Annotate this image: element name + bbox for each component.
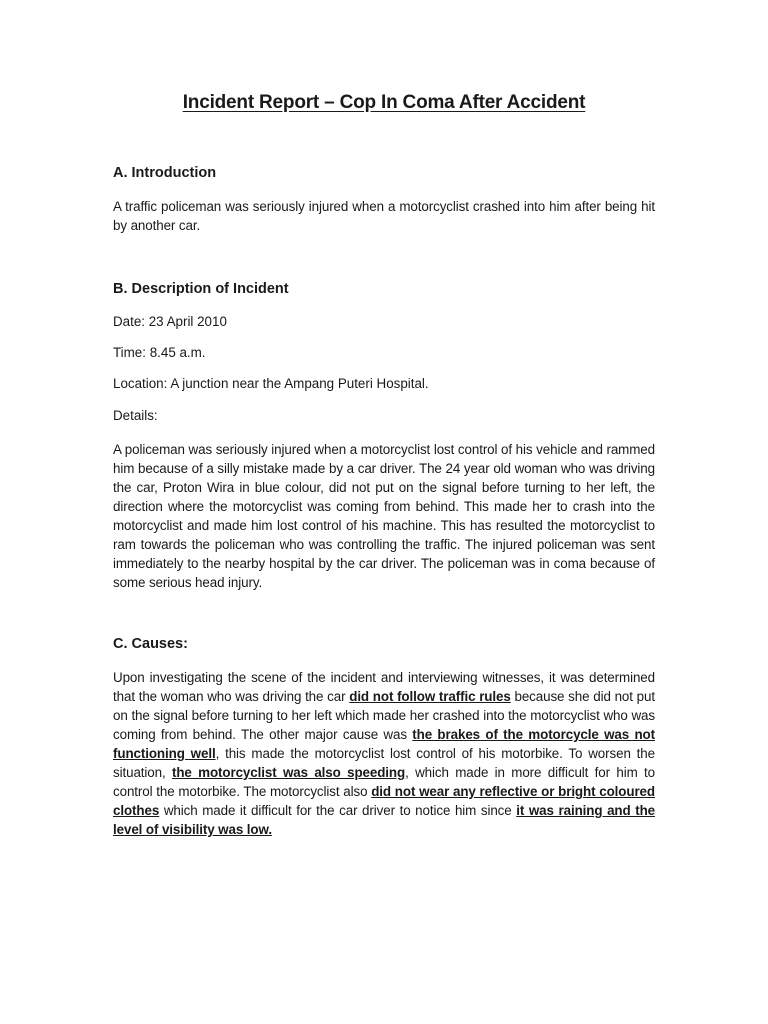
causes-text-2: because she did not put on the signal before turning to her left which made her crashed into the motorcyclist who was coming from behind. The other major cause was	[113, 689, 655, 742]
details-paragraph: A policeman was seriously injured when a motorcyclist lost control of his vehicle and rammed him because of a silly mistake made by a car driver. The 24 year old woman who was driving the car, Proton Wira in blue colour, did not put on the signal before turning to her left, the direction where the motorcyclist was coming from behind. This made her to crash into the motorcyclist and made him lost control of his machine. This has resulted the motorcyclist to ram towards the policeman who was controlling the traffic. The injured policeman was sent immediately to the nearby hospital by the car driver. The policeman was in coma because of some serious head injury.	[113, 442, 655, 590]
causes-paragraph	[113, 668, 655, 839]
causes-heading: C. Causes:	[113, 636, 188, 652]
introduction-paragraph: A traffic policeman was seriously injured when a motorcyclist crashed into him after being hit by another car.	[113, 199, 655, 233]
introduction-heading: A. Introduction	[113, 165, 217, 181]
causes-text-4: , which made in more difficult for him to control the motorbike. The motorcyclist also	[113, 765, 656, 799]
cause-traffic-rules: did not follow traffic rules	[349, 689, 511, 704]
causes-text-5: which made it difficult for the car driver to notice him since	[159, 803, 517, 818]
incident-date: Date: 23 April 2010	[113, 314, 227, 329]
page-title: Incident Report – Cop In Coma After Accident	[182, 92, 586, 113]
incident-time: Time: 8.45 a.m.	[113, 345, 206, 360]
cause-no-reflective-clothes: did not wear any reflective or bright coloured clothes	[113, 784, 655, 818]
causes-text-1: Upon investigating the scene of the incident and interviewing witnesses, it was determined that the woman who was driving the car	[113, 670, 655, 704]
details-label: Details:	[113, 408, 158, 423]
cause-brakes: the brakes of the motorcycle was not functioning well	[113, 727, 655, 761]
incident-location: Location: A junction near the Ampang Puteri Hospital.	[113, 376, 429, 391]
causes-text-3: , this made the motorcyclist lost control of his motorbike. To worsen the situation,	[113, 746, 655, 780]
cause-speeding: the motorcyclist was also speeding	[171, 765, 406, 780]
description-heading: B. Description of Incident	[113, 281, 289, 297]
cause-low-visibility: it was raining and the level of visibility was low.	[113, 803, 656, 837]
